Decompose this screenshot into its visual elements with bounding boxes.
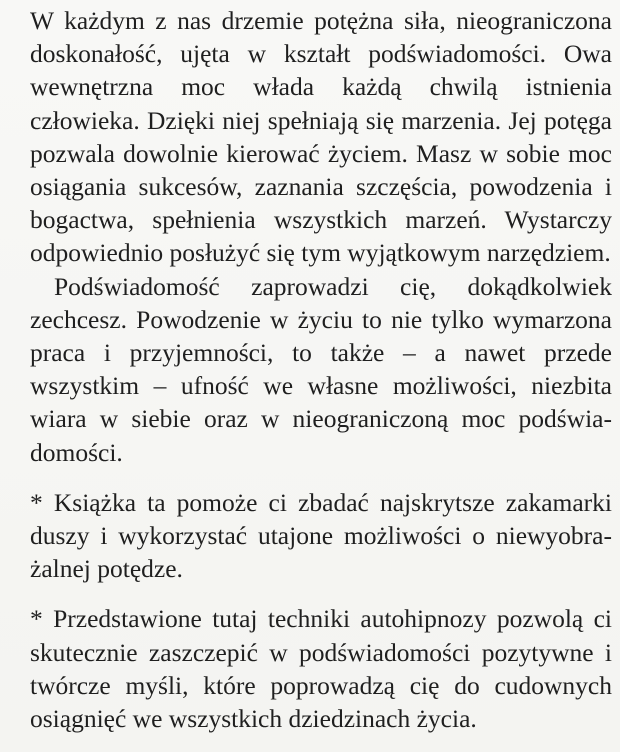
paragraph-2: Podświadomość zaprowadzi cię, dokądkolwiek zechcesz. Powodzenie w życiu to nie tylko wymarzona praca i przyjemności, to także – a nawet przede wszystkim – ufność we własne możliwości, niezbita wiara w siebie oraz w nieograniczoną moc podświadomości. xyxy=(30,271,612,467)
paragraph-4: * Przedstawione tutaj techniki autohipnozy pozwolą ci skutecznie zaszczepić w podświadomości pozytywne i twórcze myśli, które poprowadzą cię do cudownych osiągnięć we wszystkich dziedzinach życia. xyxy=(30,604,612,734)
paragraph-3: * Książka ta pomoże ci zbadać najskrytsze zakamarki duszy i wykorzystać utajone możliwości o niewyobrażalnej potędze. xyxy=(30,487,612,584)
paragraph-1: W każdym z nas drzemie potężna siła, nieograniczona doskonałość, ujęta w kształt podświadomości. Owa wewnętrzna moc włada każdą chwilą istnienia człowieka. Dzięki niej spełniają się marzenia. Jej potęga pozwala dowolnie kierować życiem. Masz w sobie moc osiągania sukcesów, zaznania szczęścia, powodzenia i bogactwa, spełnienia wszystkich marzeń. Wystarczy odpowiednio posłużyć się tym wyjątkowym narzędziem. xyxy=(30,6,612,268)
